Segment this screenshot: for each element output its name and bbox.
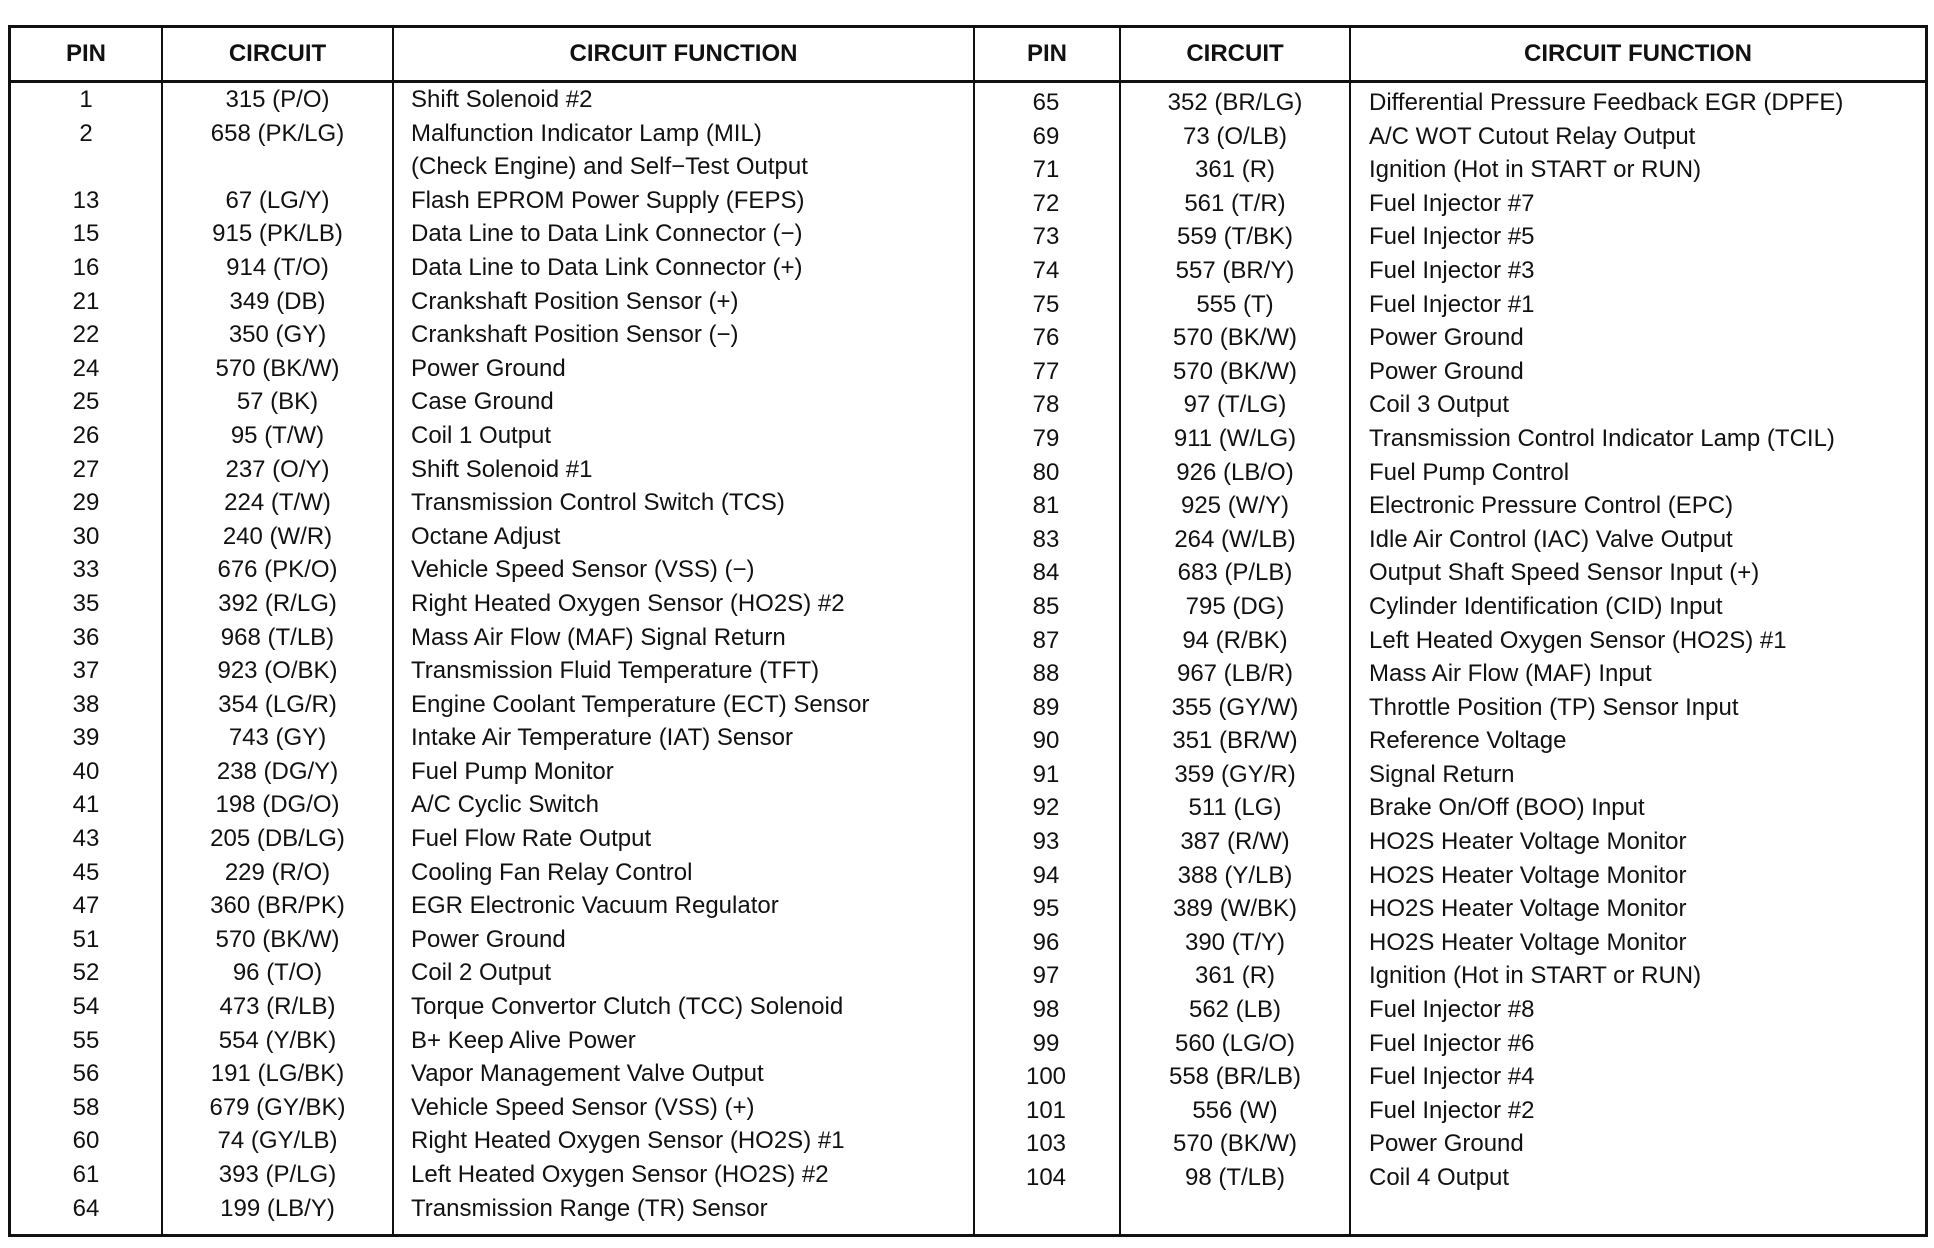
table-row: [11, 553, 973, 587]
table-row: [973, 220, 1925, 254]
pin-cell: 75: [1032, 290, 1060, 318]
pin-cell: 69: [1032, 122, 1060, 150]
circuit-cell: 240 (W/R): [222, 522, 333, 550]
pin-cell: 56: [72, 1060, 100, 1088]
pin-cell: 92: [1032, 794, 1060, 822]
circuit-cell: 354 (LG/R): [218, 690, 337, 718]
function-cell: Transmission Fluid Temperature (TFT): [411, 657, 820, 685]
function-cell: Coil 3 Output: [1369, 391, 1510, 419]
pin-cell: 78: [1032, 391, 1060, 419]
table-row: [11, 1057, 973, 1091]
table-row: [973, 758, 1925, 792]
table-row: [973, 254, 1925, 288]
circuit-cell: 360 (BR/PK): [210, 892, 345, 920]
pin-cell: 85: [1032, 592, 1060, 620]
pin-cell: 103: [1025, 1130, 1067, 1158]
function-cell: Coil 1 Output: [411, 421, 552, 449]
table-row: [973, 1027, 1925, 1061]
circuit-cell: 570 (BK/W): [1172, 357, 1298, 385]
function-cell: Idle Air Control (IAC) Valve Output: [1369, 525, 1733, 553]
function-cell: HO2S Heater Voltage Monitor: [1369, 928, 1687, 956]
function-cell: EGR Electronic Vacuum Regulator: [411, 892, 779, 920]
circuit-cell: 676 (PK/O): [217, 556, 338, 584]
pin-cell: 104: [1025, 1164, 1067, 1191]
circuit-cell: 205 (DB/LG): [210, 825, 345, 853]
pin-cell: 24: [72, 354, 100, 382]
function-cell: Vehicle Speed Sensor (VSS) (−): [411, 556, 755, 584]
pin-cell: 60: [72, 1127, 100, 1155]
table-row: [11, 285, 973, 319]
table-row: [973, 422, 1925, 456]
pin-cell: 99: [1032, 1029, 1060, 1057]
table-row: [973, 993, 1925, 1027]
table-row: [973, 724, 1925, 758]
table-row: [973, 355, 1925, 389]
function-cell: Data Line to Data Link Connector (+): [411, 253, 803, 281]
circuit-cell: 237 (O/Y): [225, 455, 330, 483]
function-cell: Fuel Injector #2: [1369, 1096, 1535, 1124]
table-row: [11, 822, 973, 856]
function-cell: Malfunction Indicator Lamp (MIL): [411, 119, 762, 147]
function-cell: HO2S Heater Voltage Monitor: [1369, 895, 1687, 923]
circuit-cell: 199 (LB/Y): [220, 1194, 335, 1222]
circuit-cell: 198 (DG/O): [215, 791, 340, 819]
pin-cell: 37: [72, 657, 100, 685]
function-cell: Mass Air Flow (MAF) Input: [1369, 660, 1652, 688]
circuit-cell: 352 (BR/LG): [1167, 89, 1303, 116]
table-row: [11, 721, 973, 755]
function-cell: Left Heated Oxygen Sensor (HO2S) #2: [411, 1161, 829, 1188]
table-row: [11, 923, 973, 957]
function-cell: HO2S Heater Voltage Monitor: [1369, 828, 1687, 856]
table-row: [11, 621, 973, 655]
pin-cell: 21: [72, 287, 100, 315]
circuit-cell: 355 (GY/W): [1171, 693, 1299, 721]
table-row: [973, 1127, 1925, 1161]
circuit-cell: 57 (BK): [236, 388, 319, 416]
function-cell: Electronic Pressure Control (EPC): [1369, 492, 1734, 520]
circuit-cell: 658 (PK/LG): [210, 119, 345, 147]
function-cell: Fuel Injector #5: [1369, 223, 1535, 251]
function-cell: Vapor Management Valve Output: [411, 1060, 764, 1088]
circuit-cell: 390 (T/Y): [1184, 928, 1286, 956]
pin-cell: 74: [1032, 256, 1060, 284]
function-cell: Fuel Injector #1: [1369, 290, 1535, 318]
circuit-cell: 349 (DB): [229, 287, 326, 315]
function-cell: Brake On/Off (BOO) Input: [1369, 794, 1645, 822]
function-cell: Ignition (Hot in START or RUN): [1369, 156, 1702, 184]
pin-cell: 40: [72, 757, 100, 785]
function-cell: Cylinder Identification (CID) Input: [1369, 592, 1723, 620]
right-table-body: [973, 86, 1925, 1195]
table-row: [973, 590, 1925, 624]
circuit-cell: 393 (P/LG): [218, 1161, 337, 1188]
circuit-cell: 96 (T/O): [232, 959, 323, 987]
function-cell: Fuel Pump Monitor: [411, 757, 614, 785]
table-row: [973, 624, 1925, 658]
pin-cell: 27: [72, 455, 100, 483]
table-row: [11, 688, 973, 722]
circuit-cell: 559 (T/BK): [1176, 223, 1294, 251]
pin-cell: 95: [1032, 895, 1060, 923]
pin-cell: 58: [72, 1093, 100, 1121]
pin-cell: 36: [72, 623, 100, 651]
circuit-cell: 570 (BK/W): [1172, 1130, 1298, 1158]
table-row: [11, 889, 973, 923]
circuit-cell: 743 (GY): [228, 724, 327, 752]
table-row: [973, 120, 1925, 154]
pin-cell: 97: [1032, 962, 1060, 990]
table-row: [973, 691, 1925, 725]
header-pin-right: PIN: [1026, 40, 1067, 67]
circuit-cell: 473 (R/LB): [219, 993, 336, 1021]
table-row: [973, 288, 1925, 322]
table-row: [973, 1060, 1925, 1094]
circuit-cell: 67 (LG/Y): [225, 186, 330, 214]
pin-cell: 77: [1032, 357, 1060, 385]
circuit-cell: 557 (BR/Y): [1175, 256, 1295, 284]
function-cell: Signal Return: [1369, 760, 1515, 788]
table-row: [973, 892, 1925, 926]
circuit-cell: 361 (R): [1194, 962, 1276, 990]
function-cell: Crankshaft Position Sensor (+): [411, 287, 739, 315]
function-cell: (Check Engine) and Self−Test Output: [411, 153, 808, 181]
table-row: [11, 352, 973, 386]
function-cell: B+ Keep Alive Power: [411, 1026, 636, 1054]
function-cell: Data Line to Data Link Connector (−): [411, 220, 803, 248]
table-row: [11, 755, 973, 789]
function-cell: Torque Convertor Clutch (TCC) Solenoid: [411, 993, 844, 1021]
table-row: [973, 1094, 1925, 1128]
function-cell: Power Ground: [411, 354, 566, 382]
function-cell: HO2S Heater Voltage Monitor: [1369, 861, 1687, 889]
pin-cell: 2: [79, 119, 93, 147]
circuit-cell: 350 (GY): [228, 321, 327, 349]
function-cell: Mass Air Flow (MAF) Signal Return: [411, 623, 786, 651]
function-cell: Left Heated Oxygen Sensor (HO2S) #1: [1369, 626, 1787, 654]
function-cell: Shift Solenoid #2: [411, 86, 593, 113]
circuit-cell: 967 (LB/R): [1176, 660, 1294, 688]
table-row: [11, 520, 973, 554]
circuit-cell: 98 (T/LB): [1184, 1164, 1286, 1191]
pin-cell: 43: [72, 825, 100, 853]
circuit-cell: 361 (R): [1194, 156, 1276, 184]
header-circuit-right: CIRCUIT: [1186, 40, 1284, 67]
circuit-cell: 224 (T/W): [224, 489, 331, 517]
function-cell: A/C WOT Cutout Relay Output: [1369, 122, 1696, 150]
pin-cell: 51: [72, 925, 100, 953]
table-row: [973, 657, 1925, 691]
table-row: [11, 1158, 973, 1192]
header-function-left: CIRCUIT FUNCTION: [569, 40, 798, 67]
table-row: [973, 859, 1925, 893]
function-cell: Reference Voltage: [1369, 727, 1567, 755]
function-cell: Crankshaft Position Sensor (−): [411, 321, 739, 349]
function-cell: Coil 4 Output: [1369, 1164, 1510, 1191]
function-cell: Fuel Injector #7: [1369, 189, 1535, 217]
table-row: [11, 251, 973, 285]
function-cell: Right Heated Oxygen Sensor (HO2S) #1: [411, 1127, 845, 1155]
table-row: [973, 556, 1925, 590]
table-row: [11, 453, 973, 487]
table-row: [973, 791, 1925, 825]
function-cell: Cooling Fan Relay Control: [411, 858, 693, 886]
function-cell: Octane Adjust: [411, 522, 561, 550]
table-row: [973, 926, 1925, 960]
pin-cell: 87: [1032, 626, 1060, 654]
table-row: [11, 83, 973, 117]
table-row: [11, 150, 973, 184]
function-cell: Power Ground: [411, 925, 566, 953]
function-cell: Vehicle Speed Sensor (VSS) (+): [411, 1093, 755, 1121]
circuit-cell: 264 (W/LB): [1174, 525, 1296, 553]
pin-cell: 22: [72, 321, 100, 349]
header-function-right: CIRCUIT FUNCTION: [1524, 40, 1752, 67]
pin-cell: 1: [79, 86, 93, 113]
pin-cell: 65: [1032, 89, 1060, 116]
circuit-cell: 914 (T/O): [226, 253, 329, 281]
table-row: [973, 187, 1925, 221]
pin-cell: 29: [72, 489, 100, 517]
circuit-cell: 315 (P/O): [225, 86, 330, 113]
circuit-cell: 926 (LB/O): [1176, 458, 1294, 486]
pin-cell: 72: [1032, 189, 1060, 217]
circuit-cell: 74 (GY/LB): [217, 1127, 338, 1155]
function-cell: Fuel Injector #3: [1369, 256, 1535, 284]
table-row: [973, 153, 1925, 187]
pin-cell: 61: [72, 1161, 100, 1188]
function-cell: Coil 2 Output: [411, 959, 552, 987]
circuit-cell: 229 (R/O): [224, 858, 331, 886]
circuit-cell: 915 (PK/LB): [212, 220, 343, 248]
circuit-cell: 191 (LG/BK): [210, 1060, 345, 1088]
pin-cell: 88: [1032, 660, 1060, 688]
function-cell: Differential Pressure Feedback EGR (DPFE): [1369, 89, 1844, 116]
circuit-cell: 351 (BR/W): [1172, 727, 1298, 755]
pin-cell: 90: [1032, 727, 1060, 755]
function-cell: Fuel Injector #4: [1369, 1063, 1535, 1091]
function-cell: Flash EPROM Power Supply (FEPS): [411, 186, 805, 214]
function-cell: Fuel Flow Rate Output: [411, 825, 652, 853]
function-cell: Fuel Pump Control: [1369, 458, 1570, 486]
pin-cell: 33: [72, 556, 100, 584]
circuit-cell: 95 (T/W): [230, 421, 325, 449]
circuit-cell: 554 (Y/BK): [218, 1026, 337, 1054]
function-cell: Transmission Control Switch (TCS): [411, 489, 785, 517]
pin-cell: 98: [1032, 996, 1060, 1024]
circuit-cell: 387 (R/W): [1180, 828, 1290, 856]
table-row: [11, 419, 973, 453]
table-row: [11, 1192, 973, 1226]
table-row: [11, 587, 973, 621]
function-cell: Power Ground: [1369, 357, 1524, 385]
circuit-cell: 570 (BK/W): [215, 354, 340, 382]
pin-cell: 13: [72, 186, 100, 214]
table-row: [11, 184, 973, 218]
circuit-cell: 388 (Y/LB): [1177, 861, 1293, 889]
pin-cell: 45: [72, 858, 100, 886]
circuit-cell: 73 (O/LB): [1182, 122, 1288, 150]
function-cell: Throttle Position (TP) Sensor Input: [1369, 693, 1739, 721]
function-cell: A/C Cyclic Switch: [411, 791, 600, 819]
circuit-cell: 679 (GY/BK): [209, 1093, 346, 1121]
pin-cell: 26: [72, 421, 100, 449]
pin-cell: 93: [1032, 828, 1060, 856]
circuit-cell: 389 (W/BK): [1172, 895, 1298, 923]
pin-cell: 91: [1032, 760, 1060, 788]
table-row: [11, 654, 973, 688]
pin-cell: 73: [1032, 223, 1060, 251]
table-row: [11, 217, 973, 251]
circuit-cell: 511 (LG): [1188, 794, 1282, 822]
pin-cell: 25: [72, 388, 100, 416]
pin-cell: 30: [72, 522, 100, 550]
function-cell: Ignition (Hot in START or RUN): [1369, 962, 1702, 990]
pin-cell: 83: [1032, 525, 1060, 553]
pin-cell: 80: [1032, 458, 1060, 486]
left-table-body: [11, 83, 973, 1225]
table-row: [11, 1124, 973, 1158]
circuit-cell: 556 (W): [1192, 1096, 1278, 1124]
table-row: [973, 523, 1925, 557]
function-cell: Case Ground: [411, 388, 554, 416]
table-row: [11, 117, 973, 151]
table-row: [11, 856, 973, 890]
table-row: [11, 1091, 973, 1125]
table-row: [973, 489, 1925, 523]
function-cell: Output Shaft Speed Sensor Input (+): [1369, 559, 1760, 587]
table-row: [973, 456, 1925, 490]
pin-cell: 96: [1032, 928, 1060, 956]
circuit-cell: 923 (O/BK): [217, 657, 338, 685]
pin-cell: 35: [72, 589, 100, 617]
circuit-cell: 555 (T): [1196, 290, 1274, 318]
function-cell: Fuel Injector #8: [1369, 996, 1535, 1024]
circuit-cell: 562 (LB): [1188, 996, 1282, 1024]
pin-cell: 55: [72, 1026, 100, 1054]
table-row: [973, 388, 1925, 422]
circuit-cell: 238 (DG/Y): [216, 757, 339, 785]
table-row: [973, 825, 1925, 859]
table-row: [973, 321, 1925, 355]
circuit-cell: 97 (T/LG): [1183, 391, 1287, 419]
pin-cell: 79: [1032, 424, 1060, 452]
header-pin-left: PIN: [65, 40, 106, 67]
circuit-cell: 683 (P/LB): [1177, 559, 1293, 587]
function-cell: Intake Air Temperature (IAT) Sensor: [411, 724, 793, 752]
pin-cell: 84: [1032, 559, 1060, 587]
table-row: [11, 788, 973, 822]
table-row: [973, 959, 1925, 993]
pin-cell: 76: [1032, 324, 1060, 352]
circuit-cell: 911 (W/LG): [1173, 424, 1297, 452]
table-row: [11, 1024, 973, 1058]
function-cell: Shift Solenoid #1: [411, 455, 593, 483]
pin-cell: 94: [1032, 861, 1060, 889]
function-cell: Right Heated Oxygen Sensor (HO2S) #2: [411, 589, 845, 617]
table-row: [11, 956, 973, 990]
pin-cell: 47: [72, 892, 100, 920]
table-row: [973, 1161, 1925, 1195]
pin-cell: 101: [1025, 1096, 1067, 1124]
function-cell: Transmission Range (TR) Sensor: [411, 1194, 768, 1222]
function-cell: Transmission Control Indicator Lamp (TCIL): [1369, 424, 1835, 452]
header-circuit-left: CIRCUIT: [228, 40, 327, 67]
pin-cell: 89: [1032, 693, 1060, 721]
circuit-cell: 925 (W/Y): [1180, 492, 1290, 520]
circuit-cell: 392 (R/LG): [218, 589, 337, 617]
pin-cell: 41: [72, 791, 100, 819]
table-row: [11, 990, 973, 1024]
pin-cell: 54: [72, 993, 100, 1021]
pin-cell: 71: [1032, 156, 1060, 184]
circuit-cell: 570 (BK/W): [1172, 324, 1298, 352]
function-cell: Engine Coolant Temperature (ECT) Sensor: [411, 690, 870, 718]
circuit-cell: 359 (GY/R): [1174, 760, 1296, 788]
circuit-cell: 561 (T/R): [1184, 189, 1286, 217]
pin-cell: 52: [72, 959, 100, 987]
table-row: [11, 486, 973, 520]
table-row: [11, 385, 973, 419]
pin-cell: 16: [72, 253, 100, 281]
pinout-table: [8, 25, 1928, 1237]
pin-cell: 15: [72, 220, 100, 248]
pin-cell: 38: [72, 690, 100, 718]
pin-cell: 81: [1032, 492, 1060, 520]
function-cell: Power Ground: [1369, 1130, 1524, 1158]
circuit-cell: 94 (R/BK): [1182, 626, 1288, 654]
function-cell: Fuel Injector #6: [1369, 1029, 1535, 1057]
circuit-cell: 560 (LG/O): [1174, 1029, 1296, 1057]
function-cell: Power Ground: [1369, 324, 1524, 352]
circuit-cell: 795 (DG): [1185, 592, 1285, 620]
table-row: [973, 86, 1925, 120]
circuit-cell: 558 (BR/LB): [1168, 1063, 1302, 1091]
circuit-cell: 968 (T/LB): [220, 623, 335, 651]
pin-cell: 64: [72, 1194, 100, 1222]
pin-cell: 39: [72, 724, 100, 752]
pin-cell: 100: [1025, 1063, 1067, 1091]
circuit-cell: 570 (BK/W): [215, 925, 340, 953]
table-row: [11, 318, 973, 352]
